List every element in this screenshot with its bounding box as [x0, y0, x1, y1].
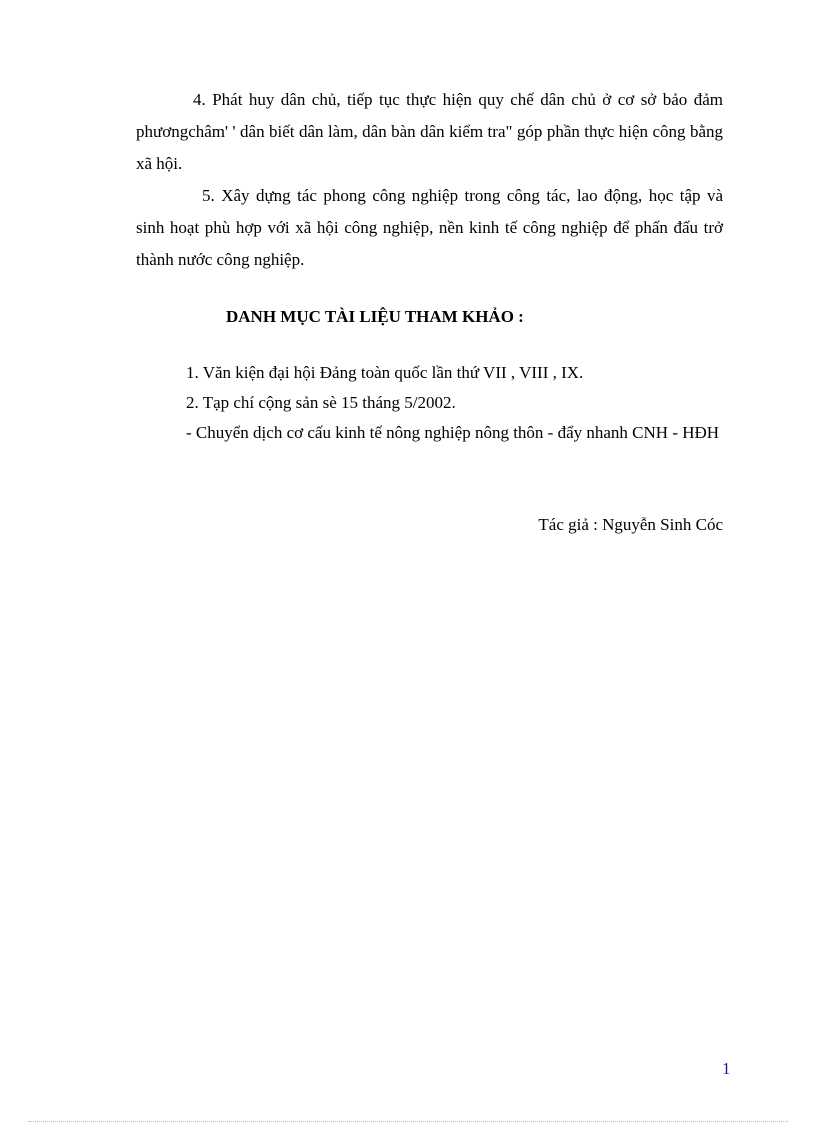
author-signature: Tác giả : Nguyễn Sinh Cóc [538, 515, 723, 534]
references-list [136, 358, 723, 448]
paragraph-5: 5. Xây dựng tác phong công nghiệp trong công tác, lao động, học tập và sinh hoạt phù hợp với xã hội công nghiệp, nền kinh tế công nghiệp để phấn đấu trở thành nước công nghiệp. [136, 186, 723, 269]
reference-item-2: 2. Tạp chí cộng sản sè 15 tháng 5/2002. [186, 393, 456, 412]
body-text [136, 84, 723, 276]
reference-item-3: - Chuyển dịch cơ cấu kinh tế nông nghiệp nông thôn - đẩy nhanh CNH - HĐH [186, 423, 720, 442]
page-number: 1 [722, 1059, 731, 1078]
reference-item-1: 1. Văn kiện đại hội Đảng toàn quốc lần thứ VII , VIII , IX. [186, 363, 584, 382]
paragraph-4: 4. Phát huy dân chủ, tiếp tục thực hiện quy chế dân chủ ở cơ sở bảo đảm phươngchâm' ' dân biết dân làm, dân bàn dân kiểm tra" góp phần thực hiện công bằng xã hội. [136, 90, 723, 173]
page-bottom-divider [28, 1121, 788, 1122]
references-heading: DANH MỤC TÀI LIỆU THAM KHẢO : [226, 307, 524, 326]
